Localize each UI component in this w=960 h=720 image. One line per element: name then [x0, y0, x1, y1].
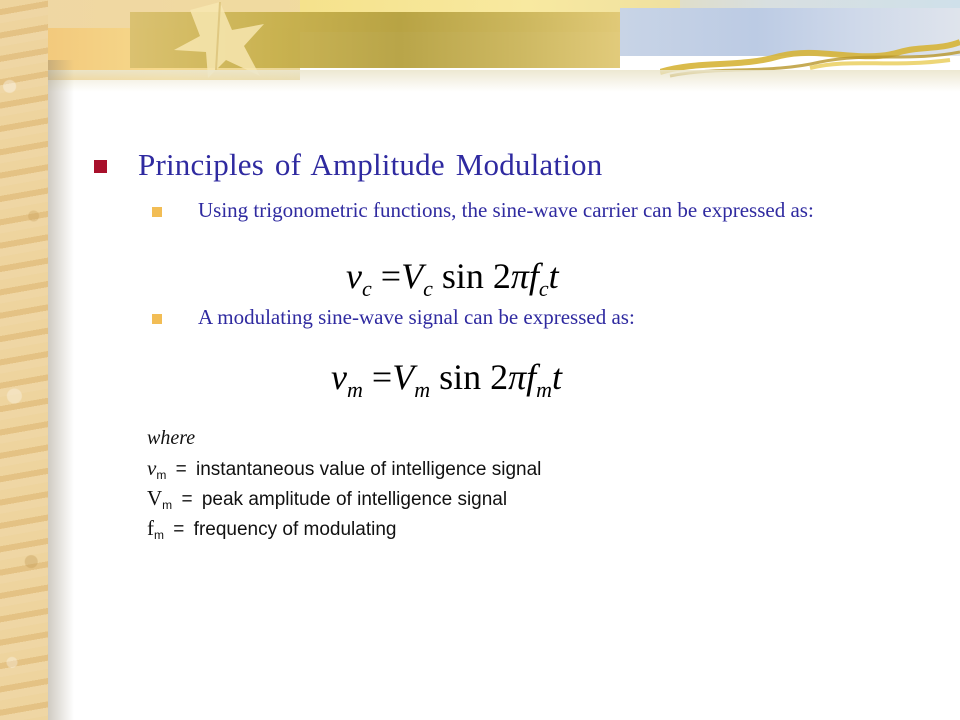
def-equals: =	[173, 519, 185, 540]
def-symbol: f	[147, 516, 154, 540]
def-symbol-sub: m	[156, 468, 167, 482]
sub-bullet-1	[152, 207, 162, 217]
def-text: instantaneous value of intelligence signal	[196, 459, 542, 480]
definitions-heading: where	[147, 427, 196, 449]
eq-mod-var: t	[552, 357, 563, 397]
eq-mod-lhs-sub: m	[346, 377, 363, 402]
eq-mod-pi: π	[508, 357, 527, 397]
modulating-equation	[331, 356, 563, 402]
eq-carrier-equals: =	[380, 256, 402, 296]
definitions-block	[147, 423, 541, 543]
header-collage	[0, 0, 960, 92]
eq-carrier-freq: f	[528, 256, 539, 296]
eq-carrier-lhs-sub: c	[361, 276, 372, 301]
eq-carrier-lhs: v	[346, 256, 362, 296]
eq-carrier-func: sin 2	[441, 256, 511, 296]
eq-mod-equals: =	[371, 357, 393, 397]
eq-carrier-amp: V	[401, 256, 424, 296]
eq-carrier-amp-sub: c	[423, 276, 433, 301]
eq-carrier-pi: π	[510, 256, 529, 296]
page-shadow	[48, 60, 74, 720]
def-symbol-sub: m	[154, 528, 164, 542]
eq-mod-freq-sub: m	[536, 377, 553, 402]
definition-row	[147, 453, 541, 483]
eq-mod-amp-sub: m	[414, 377, 431, 402]
sub-bullet-2	[152, 314, 162, 324]
eq-carrier-freq-sub: c	[538, 276, 549, 301]
carrier-equation	[346, 255, 559, 301]
def-text: peak amplitude of intelligence signal	[201, 489, 508, 510]
parchment-strip	[0, 0, 48, 720]
def-equals: =	[175, 459, 187, 480]
def-text: frequency of modulating	[193, 519, 397, 540]
eq-mod-func: sin 2	[439, 357, 509, 397]
leaf-icon	[160, 0, 280, 80]
definition-row	[147, 483, 541, 513]
header-fade	[40, 70, 960, 92]
eq-carrier-var: t	[548, 256, 559, 296]
def-symbol: v	[147, 456, 157, 480]
definition-row	[147, 513, 541, 543]
point-carrier-text: Using trigonometric functions, the sine-wave carrier can be expressed as:	[198, 198, 814, 222]
def-symbol: V	[147, 486, 163, 510]
point-modulating-text: A modulating sine-wave signal can be expressed as:	[198, 305, 635, 329]
eq-mod-amp: V	[392, 357, 415, 397]
eq-mod-lhs: v	[331, 357, 347, 397]
slide-title: Principles of Amplitude Modulation	[138, 147, 603, 182]
def-symbol-sub: m	[162, 498, 173, 512]
title-bullet	[94, 160, 107, 173]
def-equals: =	[181, 489, 193, 510]
eq-mod-freq: f	[526, 357, 537, 397]
